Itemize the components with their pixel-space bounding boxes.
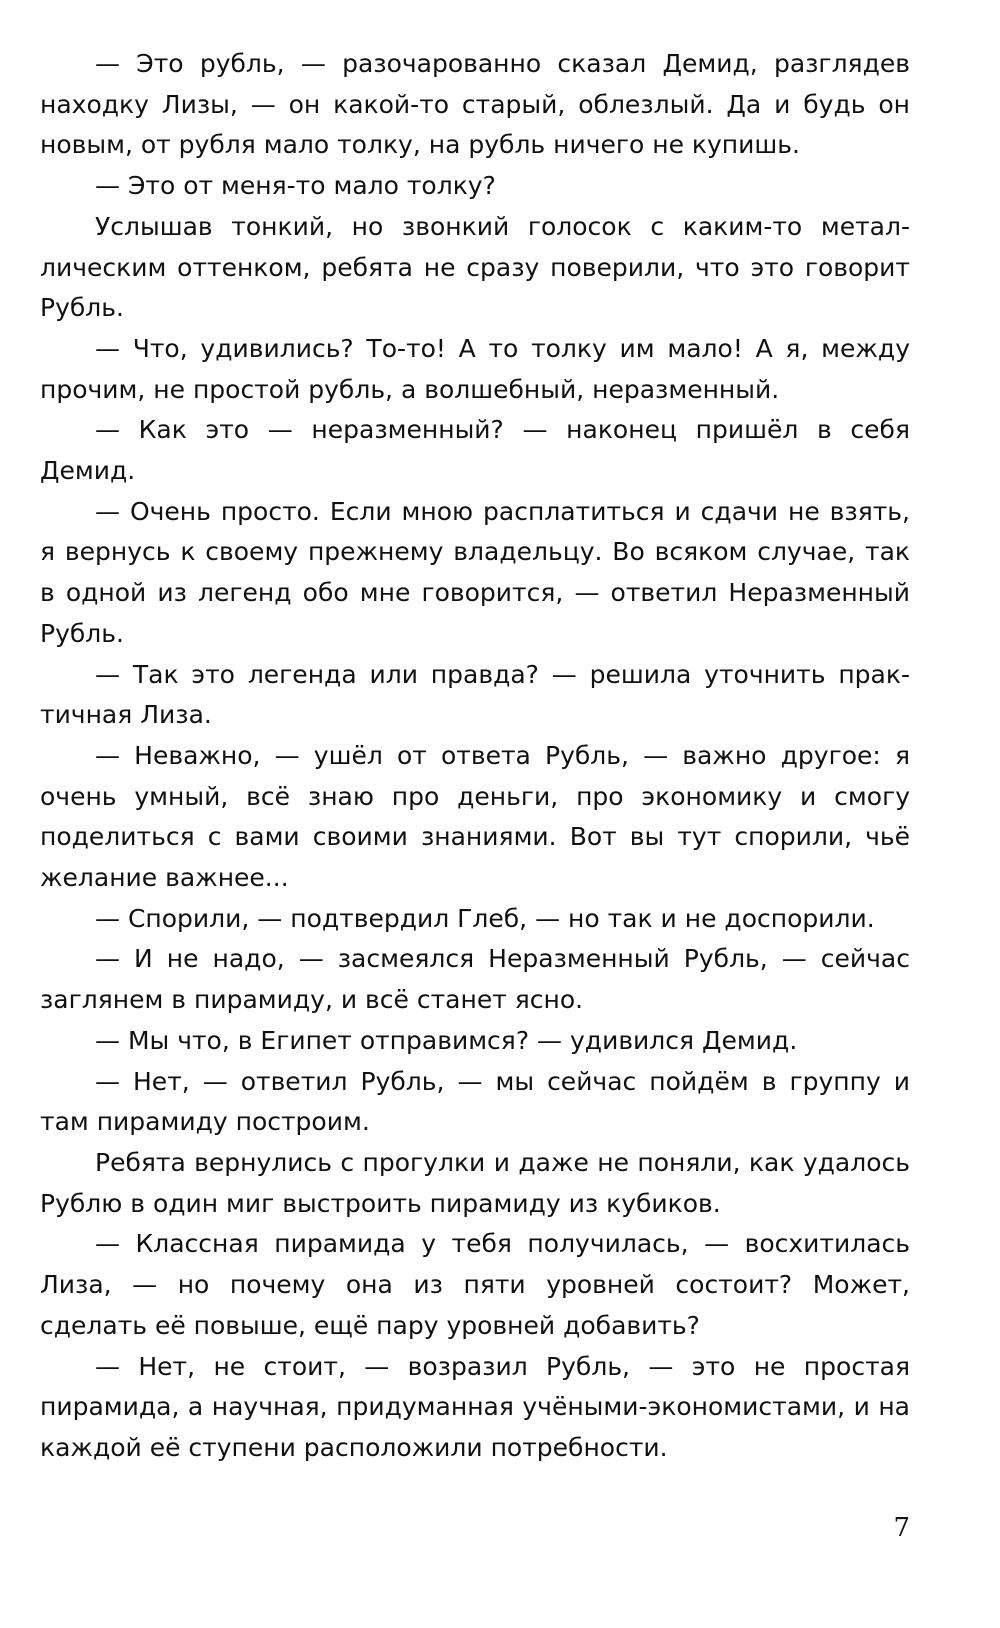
- paragraph: — Спорили, — подтвердил Глеб, — но так и не доспорили.: [95, 903, 875, 933]
- paragraph: — Нет, не стоит, — возразил Рубль, — это не простая пирамида, а научная, придуманная учёными-экономистами, и на каждой её ступени расположили потребности.: [40, 1351, 910, 1462]
- paragraph: — Очень просто. Если мною расплатиться и сдачи не взять, я вернусь к своему прежнему владельцу. Во всяком случае, так в одной из легенд обо мне говорится, — ответил Неразменный Рубль.: [40, 496, 910, 648]
- page-text: [40, 44, 910, 1469]
- paragraph: Услышав тонкий, но звонкий голосок с каким-то металлическим оттенком, ребята не сразу поверили, что это говорит Рубль.: [40, 211, 910, 323]
- paragraph: — Так это легенда или правда? — решила уточнить практичная Лиза.: [40, 659, 910, 730]
- paragraph: — Что, удивились? То-то! А то толку им мало! А я, между прочим, не простой рубль, а волшебный, неразменный.: [40, 333, 910, 404]
- paragraph: — И не надо, — засмеялся Неразменный Рубль, — сейчас заглянем в пирамиду, и всё станет ясно.: [40, 944, 910, 1015]
- paragraph: — Мы что, в Египет отправимся? — удивился Демид.: [95, 1025, 798, 1055]
- paragraph: — Нет, — ответил Рубль, — мы сейчас пойдём в группу и там пирамиду построим.: [40, 1066, 910, 1137]
- paragraph: — Это от меня-то мало толку?: [95, 171, 496, 201]
- paragraph: — Это рубль, — разочарованно сказал Демид, разглядев находку Лизы, — он какой-то старый, облезлый. Да и будь он новым, от рубля мало толку, на рубль ничего не купишь.: [40, 49, 910, 160]
- paragraph: — Как это — неразменный? — наконец пришёл в себя Демид.: [40, 415, 910, 486]
- paragraph: — Классная пирамида у тебя получилась, — восхитилась Лиза, — но почему она из пяти уровней состоит? Может, сделать её повыше, ещё пару уровней добавить?: [40, 1229, 910, 1340]
- paragraph: Ребята вернулись с прогулки и даже не поняли, как удалось Рублю в один миг выстроить пирамиду из кубиков.: [40, 1147, 910, 1218]
- paragraph: — Неважно, — ушёл от ответа Рубль, — важно другое: я очень умный, всё знаю про деньги, про экономику и смогу поделиться с вами своими знаниями. Вот вы тут спорили, чьё желание важнее...: [40, 740, 910, 893]
- page-number: 7: [893, 1513, 910, 1543]
